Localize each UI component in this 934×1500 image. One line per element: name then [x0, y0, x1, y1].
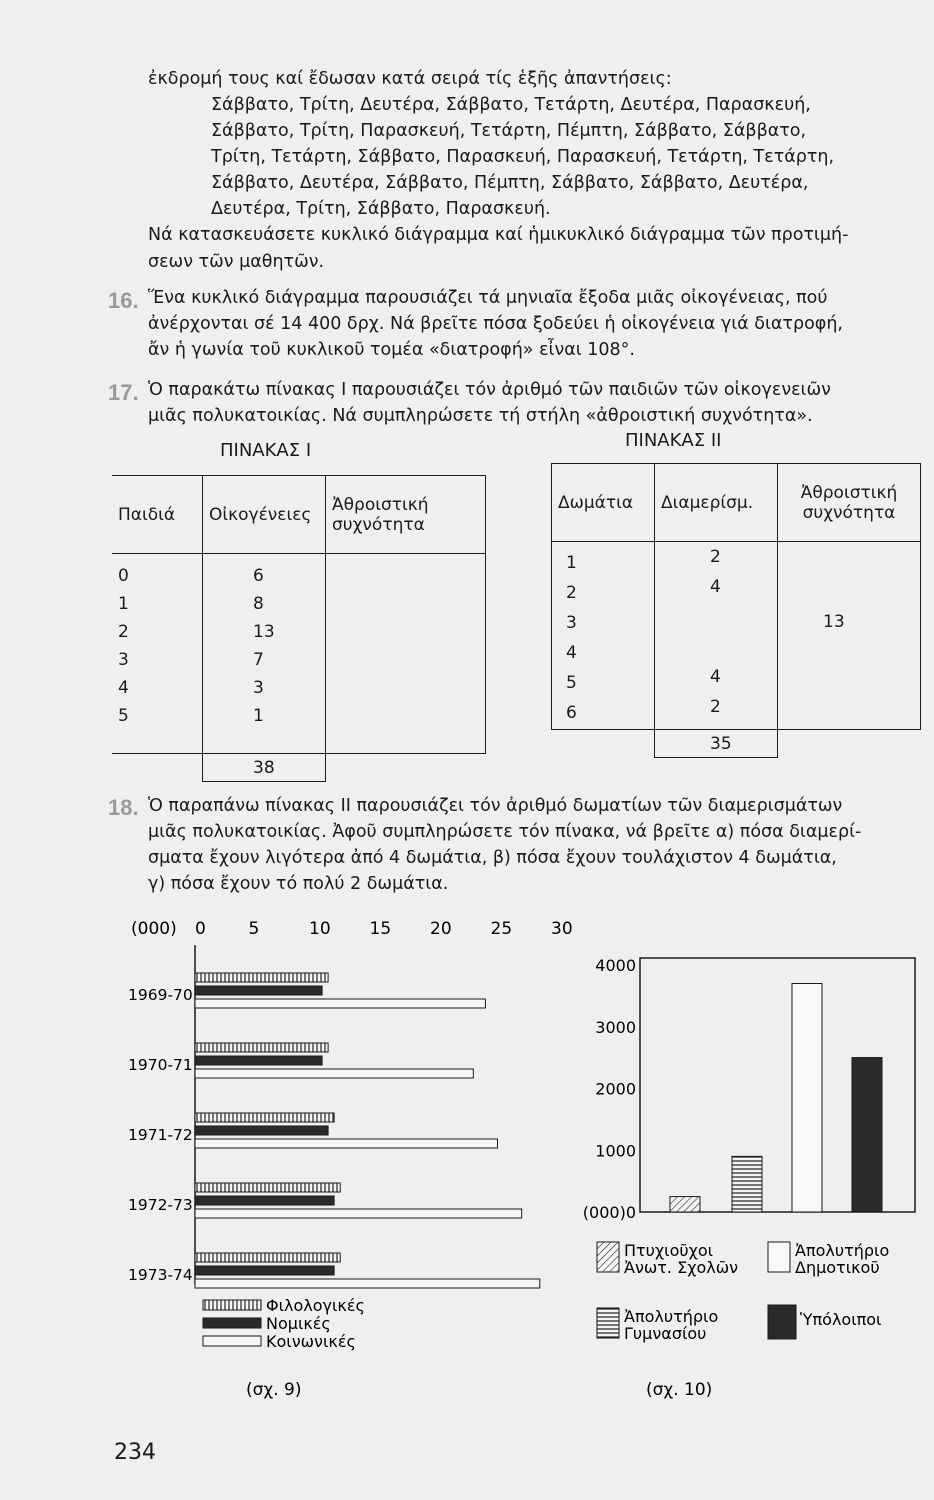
fig9-bar: [195, 1209, 522, 1218]
fig9-x-tick: 20: [430, 919, 452, 939]
fig9-x-tick: 10: [309, 919, 331, 939]
fig10-bar: [852, 1058, 882, 1212]
fig9-category-label: 1971-72: [128, 1126, 193, 1144]
fig9-legend-label: Φιλολογικές: [266, 1296, 365, 1315]
table-cell: 4: [118, 678, 129, 698]
fig9-bar: [195, 1196, 334, 1205]
ex15-line-6: Δευτέρα, Τρίτη, Σάββατο, Παρασκευή.: [211, 199, 551, 219]
fig9-legend-swatch: [203, 1318, 261, 1328]
fig10-legend-label: Δημοτικοῦ: [795, 1258, 880, 1277]
fig10-caption: (σχ. 10): [646, 1380, 713, 1400]
fig9-category-label: 1973-74: [128, 1266, 193, 1284]
table-cell: 3: [253, 678, 264, 698]
fig10-y-tick: 2000: [595, 1079, 636, 1099]
fig10-legend-swatch: [768, 1242, 790, 1272]
fig10-legend-label: Ἀπολυτήριο: [795, 1241, 890, 1260]
table-cell: 2: [710, 547, 721, 567]
fig9-bar: [195, 1183, 340, 1192]
ex18-line-1: Ὁ παραπάνω πίνακας ΙΙ παρουσιάζει τόν ἀριθμό δωματίων τῶν διαμερισμάτων: [148, 796, 843, 816]
ex15-line-2: Σάββατο, Τρίτη, Δευτέρα, Σάββατο, Τετάρτη, Δευτέρα, Παρασκευή,: [211, 95, 811, 115]
fig9-bar: [195, 1279, 540, 1288]
ex18-line-2: μιᾶς πολυκατοικίας. Ἀφοῦ συμπληρώσετε τόν πίνακα, νά βρεῖτε α) πόσα διαμερί-: [148, 822, 862, 842]
fig9-bar: [195, 999, 485, 1008]
page-number: 234: [114, 1440, 156, 1465]
fig10-legend-swatch: [597, 1242, 619, 1272]
fig10-legend-label: Ὑπόλοιποι: [800, 1310, 882, 1329]
chart-fig10: [583, 956, 915, 1400]
ex17-line-2: μιᾶς πολυκατοικίας. Νά συμπληρώσετε τή στήλη «ἀθροιστική συχνότητα».: [148, 406, 813, 426]
table-cell: 2: [118, 622, 129, 642]
table2-header-cumulative: Ἀθροιστική συχνότητα: [778, 464, 921, 542]
table-cell: 3: [118, 650, 129, 670]
table1-total: 38: [203, 754, 326, 782]
table1-header-cumulative: Ἀθροιστική συχνότητα: [326, 476, 486, 554]
ex15-line-8: σεων τῶν μαθητῶν.: [148, 252, 325, 272]
ex15-line-4: Τρίτη, Τετάρτη, Σάββατο, Παρασκευή, Παρασκευή, Τετάρτη, Τετάρτη,: [211, 147, 835, 167]
fig9-x-tick: 30: [551, 919, 573, 939]
ex15-line-5: Σάββατο, Δευτέρα, Σάββατο, Πέμπτη, Σάββατο, Σάββατο, Δευτέρα,: [211, 173, 809, 193]
table2-title: ΠΙΝΑΚΑΣ ΙΙ: [625, 430, 722, 451]
fig10-legend-label: Πτυχιοῦχοι: [624, 1241, 714, 1260]
table-cell: 2: [566, 583, 577, 603]
fig10-legend-swatch: [768, 1305, 796, 1339]
ex18-number: 18.: [108, 795, 139, 820]
fig9-bar: [195, 1056, 322, 1065]
fig10-y-tick: 4000: [595, 956, 636, 975]
table-cell: 8: [253, 594, 264, 614]
table-cell: 3: [566, 613, 577, 633]
fig9-bar: [195, 973, 328, 982]
fig9-legend-label: Νομικές: [266, 1314, 331, 1333]
fig10-legend-label: Ἀνωτ. Σχολῶν: [624, 1258, 739, 1277]
fig10-y-tick: 3000: [595, 1017, 636, 1037]
fig9-category-label: 1972-73: [128, 1196, 193, 1214]
fig9-bar: [195, 1113, 334, 1122]
fig9-bar: [195, 1253, 340, 1262]
ex15-line-3: Σάββατο, Τρίτη, Παρασκευή, Τετάρτη, Πέμπτη, Σάββατο, Σάββατο,: [211, 121, 807, 141]
fig9-legend-swatch: [203, 1336, 261, 1346]
table-cell: 2: [710, 697, 721, 717]
fig9-bar: [195, 986, 322, 995]
table2-header-rooms: Δωμάτια: [552, 464, 655, 542]
table-cell: 6: [566, 703, 577, 723]
table-cell: 4: [710, 577, 721, 597]
table-cell: 1: [118, 594, 129, 614]
table-cell: 7: [253, 650, 264, 670]
table1-title: ΠΙΝΑΚΑΣ Ι: [220, 440, 312, 461]
fig9-bar: [195, 1069, 473, 1078]
fig10-bar: [792, 984, 822, 1213]
chart-fig9: [128, 919, 573, 1400]
ex16-line-1: Ἕνα κυκλικό διάγραμμα παρουσιάζει τά μηνιαῖα ἔξοδα μιᾶς οἰκογένειας, πού: [148, 288, 828, 308]
fig9-x-tick: 25: [490, 919, 513, 939]
table-cell: 5: [566, 673, 577, 693]
fig10-y-tick: 1000: [595, 1141, 636, 1161]
fig9-category-label: 1970-71: [128, 1056, 193, 1074]
fig9-bar: [195, 1266, 334, 1275]
fig9-bar: [195, 1139, 498, 1148]
ex18-line-3: σματα ἔχουν λιγότερα ἀπό 4 δωμάτια, β) πόσα ἔχουν τουλάχιστον 4 δωμάτια,: [148, 848, 837, 868]
table-cell: 6: [253, 566, 264, 586]
ex15-line-7: Νά κατασκευάσετε κυκλικό διάγραμμα καί ἡμικυκλικό διάγραμμα τῶν προτιμή-: [148, 225, 849, 245]
table-cell: 4: [566, 643, 577, 663]
ex17-number: 17.: [108, 380, 139, 405]
fig9-bar: [195, 1043, 328, 1052]
fig9-x-tick: 0: [195, 919, 206, 939]
fig9-legend-label: Κοινωνικές: [266, 1332, 356, 1351]
table-cell: 1: [566, 553, 577, 573]
fig9-x-tick: 5: [248, 919, 260, 939]
fig9-unit-label: (000): [131, 919, 177, 939]
table-cell: 13: [253, 622, 275, 642]
fig9-legend-swatch: [203, 1300, 261, 1310]
ex16-number: 16.: [108, 288, 139, 313]
table2-total: 35: [655, 730, 778, 758]
table-cell: 5: [118, 706, 129, 726]
table1-header-children: Παιδιά: [112, 476, 203, 554]
table2-cumulative-value: 13: [823, 612, 845, 632]
ex18-line-4: γ) πόσα ἔχουν τό πολύ 2 δωμάτια.: [148, 874, 449, 894]
table-cell: 0: [118, 566, 129, 586]
fig10-legend-swatch: [597, 1308, 619, 1338]
table-cell: 4: [710, 667, 721, 687]
fig9-x-tick: 15: [369, 919, 392, 939]
ex17-line-1: Ὁ παρακάτω πίνακας Ι παρουσιάζει τόν ἀριθμό τῶν παιδιῶν τῶν οἰκογενειῶν: [148, 380, 831, 400]
table1-header-families: Οἰκογένειες: [203, 476, 326, 554]
ex16-line-3: ἄν ἡ γωνία τοῦ κυκλικοῦ τομέα «διατροφή» εἶναι 108°.: [148, 340, 635, 360]
ex16-line-2: ἀνέρχονται σέ 14 400 δρχ. Νά βρεῖτε πόσα ξοδεύει ἡ οἰκογένεια γιά διατροφή,: [148, 314, 843, 334]
fig9-category-label: 1969-70: [128, 986, 193, 1004]
fig10-bar: [732, 1156, 762, 1212]
fig9-bar: [195, 1126, 328, 1135]
table2-header-apartments: Διαμερίσμ.: [655, 464, 778, 542]
fig10-y-tick: (000)0: [582, 1203, 636, 1222]
fig10-legend-label: Γυμνασίου: [624, 1324, 707, 1343]
ex15-line-1: ἐκδρομή τους καί ἔδωσαν κατά σειρά τίς ἑξῆς ἀπαντήσεις:: [148, 69, 672, 89]
fig10-legend-label: Ἀπολυτήριο: [624, 1307, 719, 1326]
table-cell: 1: [253, 706, 264, 726]
fig9-caption: (σχ. 9): [246, 1380, 302, 1400]
fig10-bar: [670, 1197, 700, 1212]
